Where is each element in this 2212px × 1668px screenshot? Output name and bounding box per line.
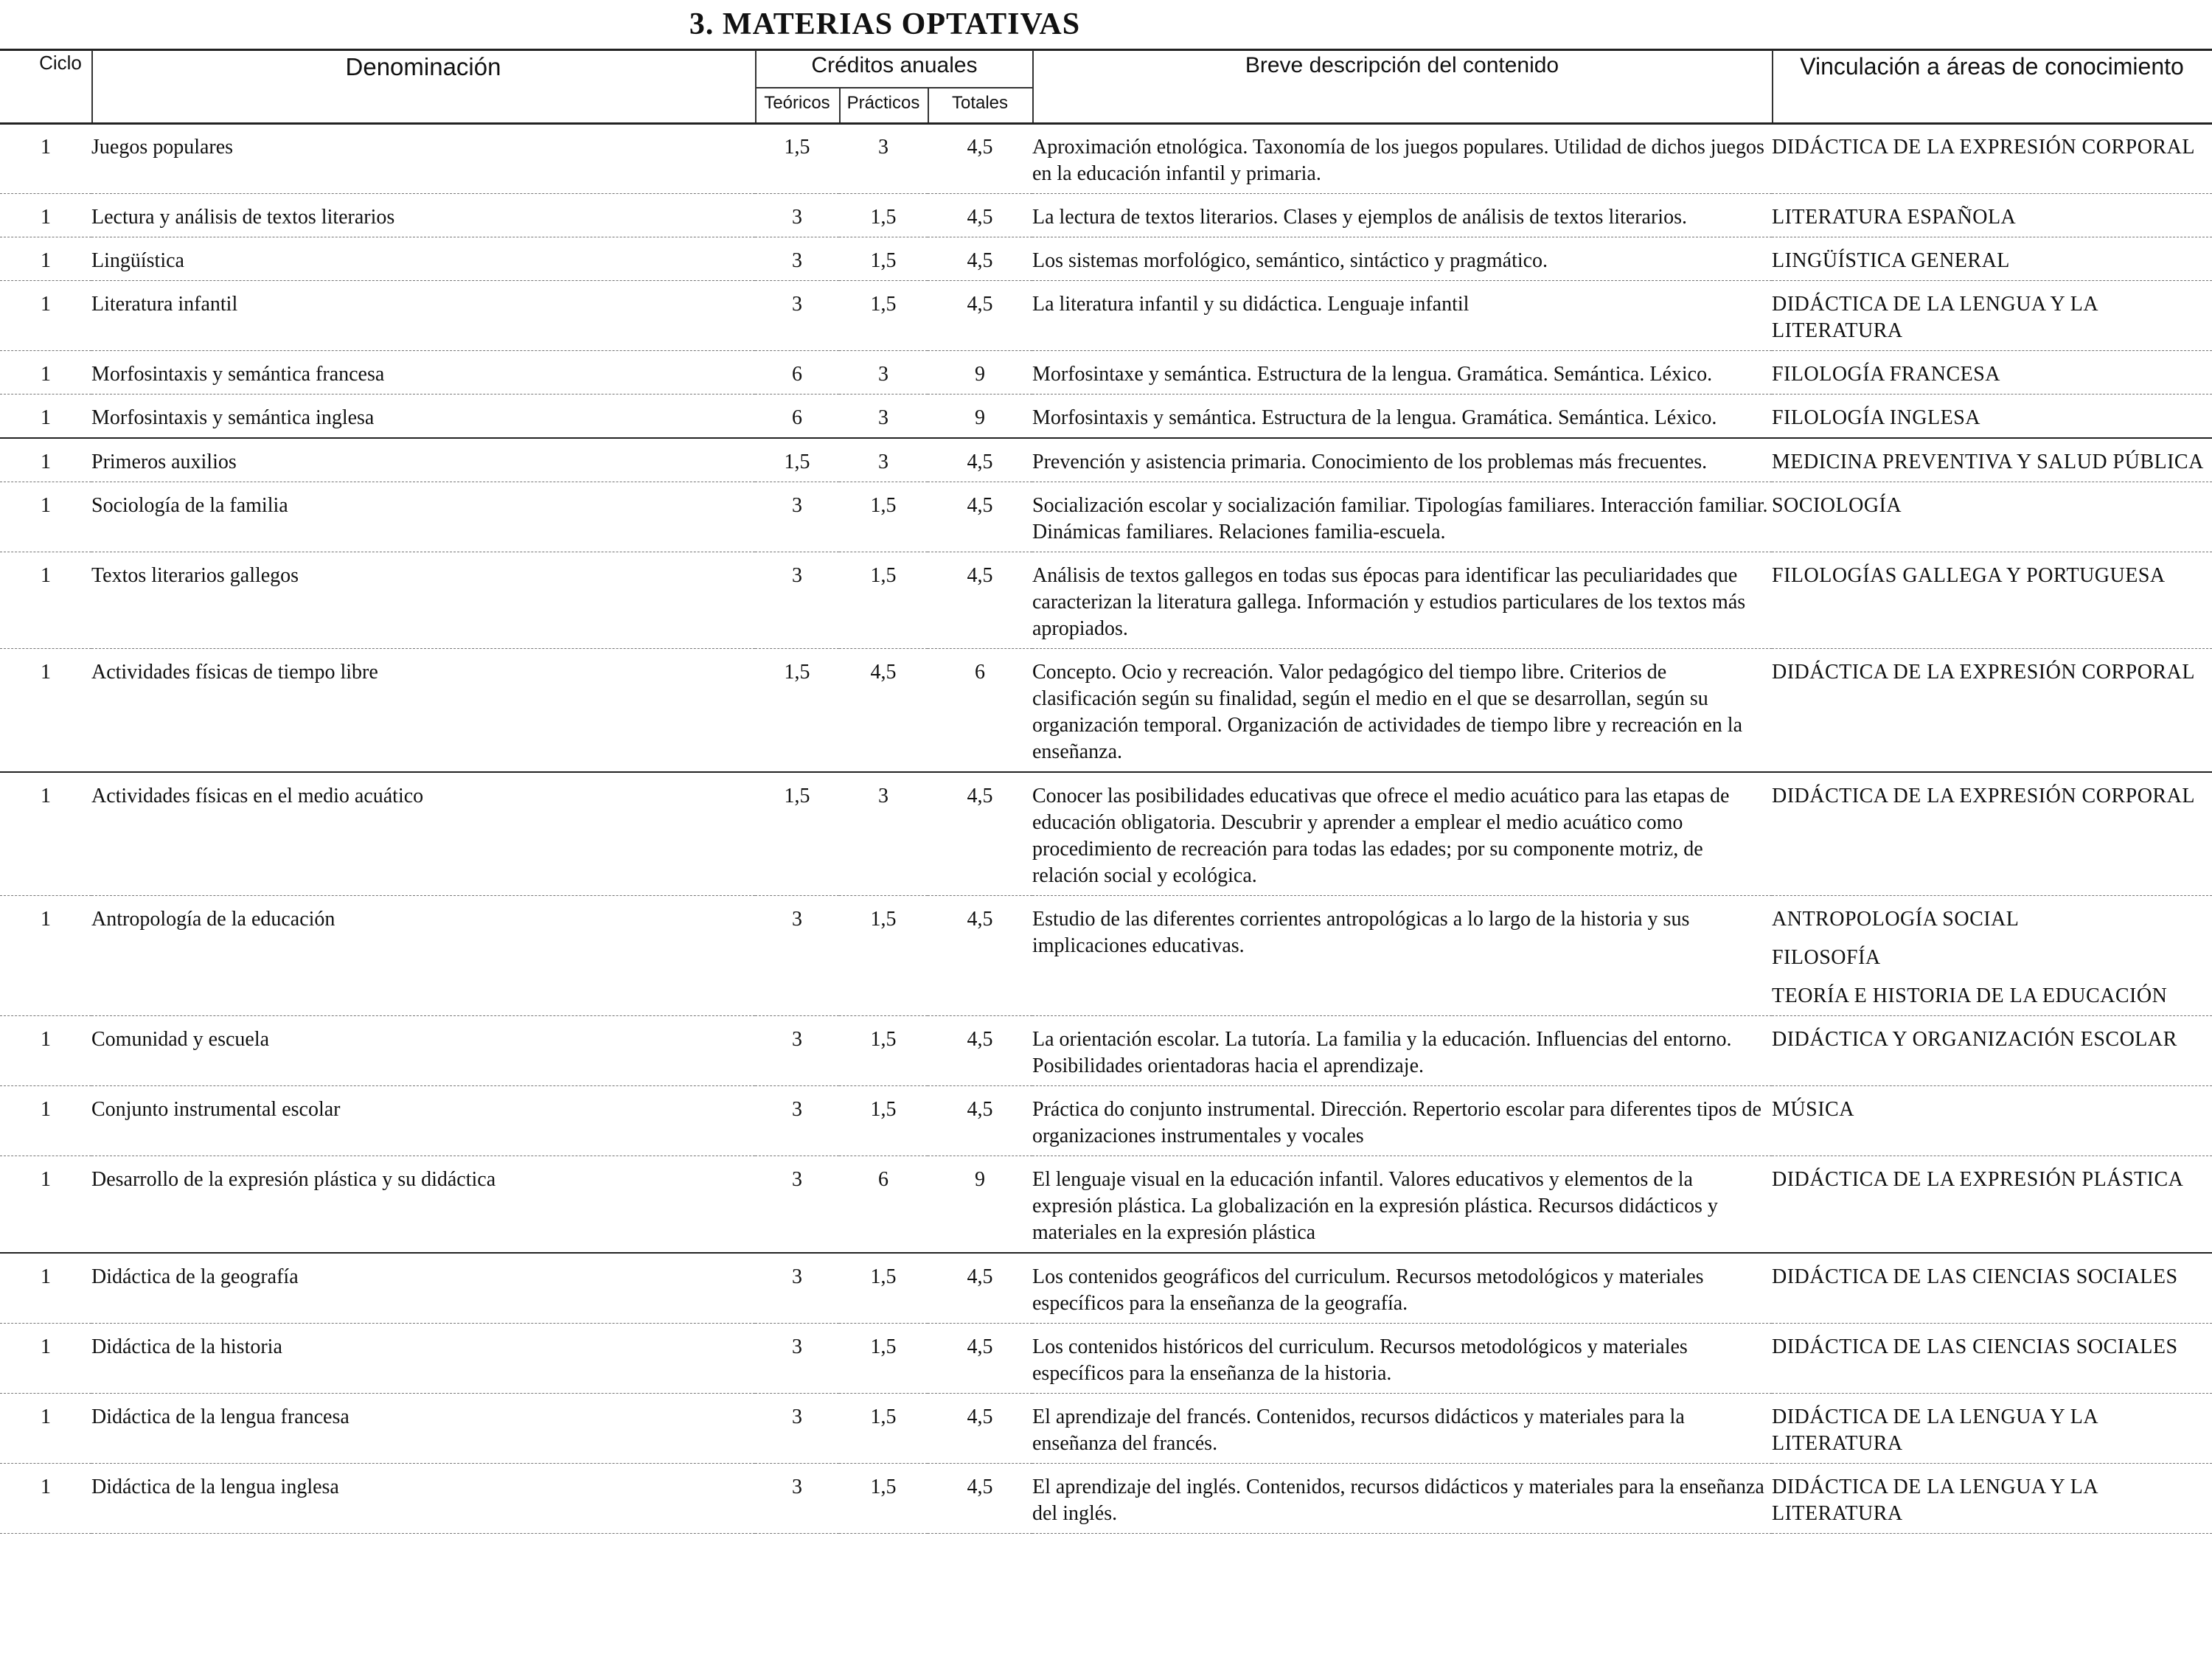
ciclo-cell: 1 — [41, 451, 51, 473]
area-label: DIDÁCTICA DE LA LENGUA Y LA LITERATURA — [1772, 1476, 2098, 1525]
practicos-cell: 1,5 — [870, 908, 897, 931]
table-row — [0, 552, 2212, 649]
area-label: DIDÁCTICA DE LA EXPRESIÓN CORPORAL — [1772, 785, 2195, 807]
description-cell: Conocer las posibilidades educativas que ofrece el medio acuático para las etapas de educación obligatoria. Descubrir y aprender a emplear el medio acuático como procedimiento de recreación para todas las edades; por su componente motriz, de relación social y ecológica. — [1032, 785, 1730, 887]
subjects-table-body — [0, 124, 2212, 1534]
teoricos-cell: 3 — [792, 564, 802, 587]
table-row — [0, 1464, 2212, 1534]
area-cell — [1772, 1016, 2212, 1086]
area-cell — [1772, 896, 2212, 1016]
ciclo-cell: 1 — [41, 1168, 51, 1191]
table-row — [0, 896, 2212, 1016]
table-row — [0, 351, 2212, 395]
teoricos-cell: 1,5 — [784, 785, 810, 807]
totales-cell: 4,5 — [967, 249, 993, 272]
description-cell: Los contenidos geográficos del curriculum. Recursos metodológicos y materiales específicos para la enseñanza de la geografía. — [1032, 1265, 1704, 1315]
area-label: ANTROPOLOGÍA SOCIAL — [1772, 908, 2020, 931]
description-cell: Práctica do conjunto instrumental. Dirección. Repertorio escolar para diferentes tipos de organizaciones instrumentales y vocales — [1032, 1098, 1761, 1147]
area-cell — [1772, 281, 2212, 351]
totales-cell: 4,5 — [967, 1405, 993, 1428]
practicos-cell: 3 — [878, 363, 888, 386]
ciclo-cell: 1 — [41, 908, 51, 931]
header-teoricos: Teóricos — [764, 93, 830, 113]
practicos-cell: 1,5 — [870, 1028, 897, 1051]
area-cell — [1772, 1464, 2212, 1534]
table-row — [0, 772, 2212, 896]
table-row — [0, 194, 2212, 237]
teoricos-cell: 3 — [792, 494, 802, 517]
subject-name-cell: Didáctica de la geografía — [91, 1265, 299, 1288]
teoricos-cell: 3 — [792, 1028, 802, 1051]
teoricos-cell: 3 — [792, 1476, 802, 1498]
practicos-cell: 1,5 — [870, 1098, 897, 1121]
area-cell — [1772, 438, 2212, 482]
area-label: DIDÁCTICA DE LA LENGUA Y LA LITERATURA — [1772, 293, 2098, 342]
page-title: 3. MATERIAS OPTATIVAS — [689, 7, 1081, 41]
practicos-cell: 3 — [878, 451, 888, 473]
area-label: LITERATURA ESPAÑOLA — [1772, 206, 2017, 229]
totales-cell: 4,5 — [967, 1098, 993, 1121]
teoricos-cell: 3 — [792, 1168, 802, 1191]
description-cell: Estudio de las diferentes corrientes antropológicas a lo largo de la historia y sus implicaciones educativas. — [1032, 908, 1690, 957]
totales-cell: 6 — [975, 661, 985, 684]
practicos-cell: 1,5 — [870, 1476, 897, 1498]
practicos-cell: 1,5 — [870, 206, 897, 229]
area-label: FILOLOGÍA FRANCESA — [1772, 363, 2001, 386]
table-row — [0, 1086, 2212, 1156]
ciclo-cell: 1 — [41, 1265, 51, 1288]
totales-cell: 4,5 — [967, 293, 993, 316]
practicos-cell: 1,5 — [870, 1405, 897, 1428]
ciclo-cell: 1 — [41, 1476, 51, 1498]
area-label: DIDÁCTICA DE LA LENGUA Y LA LITERATURA — [1772, 1405, 2098, 1455]
practicos-cell: 3 — [878, 785, 888, 807]
practicos-cell: 1,5 — [870, 249, 897, 272]
totales-cell: 4,5 — [967, 1265, 993, 1288]
area-cell — [1772, 482, 2212, 552]
subject-name-cell: Didáctica de la historia — [91, 1335, 282, 1358]
teoricos-cell: 3 — [792, 908, 802, 931]
description-cell: Los contenidos históricos del curriculum. Recursos metodológicos y materiales específicos para la enseñanza de la historia. — [1032, 1335, 1688, 1385]
description-cell: El aprendizaje del inglés. Contenidos, recursos didácticos y materiales para la enseñanza del inglés. — [1032, 1476, 1764, 1525]
subject-name-cell: Lingüística — [91, 249, 184, 272]
teoricos-cell: 1,5 — [784, 661, 810, 684]
subject-name-cell: Morfosintaxis y semántica inglesa — [91, 406, 375, 429]
teoricos-cell: 3 — [792, 1265, 802, 1288]
subject-name-cell: Textos literarios gallegos — [91, 564, 299, 587]
table-row — [0, 482, 2212, 552]
subject-name-cell: Actividades físicas en el medio acuático — [91, 785, 424, 807]
table-row — [0, 395, 2212, 439]
area-cell — [1772, 552, 2212, 649]
area-cell — [1772, 1156, 2212, 1254]
header-denominacion: Denominación — [345, 53, 501, 80]
area-label: DIDÁCTICA DE LAS CIENCIAS SOCIALES — [1772, 1265, 2178, 1288]
teoricos-cell: 3 — [792, 1098, 802, 1121]
description-cell: Concepto. Ocio y recreación. Valor pedagógico del tiempo libre. Criterios de clasificación según su finalidad, según el medio en el que se desarrollan, según su organización temporal. Organización de actividades de tiempo libre y recreación en la enseñanza. — [1032, 661, 1742, 763]
table-row — [0, 1253, 2212, 1324]
table-row — [0, 1156, 2212, 1254]
totales-cell: 9 — [975, 363, 985, 386]
totales-cell: 4,5 — [967, 785, 993, 807]
teoricos-cell: 3 — [792, 206, 802, 229]
totales-cell: 4,5 — [967, 1028, 993, 1051]
teoricos-cell: 6 — [792, 363, 802, 386]
description-cell: Morfosintaxe y semántica. Estructura de la lengua. Gramática. Semántica. Léxico. — [1032, 363, 1713, 386]
teoricos-cell: 1,5 — [784, 136, 810, 159]
table-row — [0, 438, 2212, 482]
subject-name-cell: Juegos populares — [91, 136, 234, 159]
ciclo-cell: 1 — [41, 136, 51, 159]
header-vinculacion: Vinculación a áreas de conocimiento — [1800, 53, 2184, 80]
area-cell — [1772, 395, 2212, 439]
subject-name-cell: Morfosintaxis y semántica francesa — [91, 363, 385, 386]
area-cell — [1772, 351, 2212, 395]
area-label: DIDÁCTICA DE LA EXPRESIÓN CORPORAL — [1772, 136, 2195, 159]
header-creditos: Créditos anuales — [811, 53, 978, 77]
subject-name-cell: Comunidad y escuela — [91, 1028, 270, 1051]
table-row — [0, 649, 2212, 773]
header-totales: Totales — [951, 93, 1009, 113]
subject-name-cell: Primeros auxilios — [91, 451, 237, 473]
subject-name-cell: Conjunto instrumental escolar — [91, 1098, 341, 1121]
area-label: SOCIOLOGÍA — [1772, 494, 1902, 517]
practicos-cell: 4,5 — [870, 661, 897, 684]
subject-name-cell: Antropología de la educación — [91, 908, 335, 931]
practicos-cell: 1,5 — [870, 564, 897, 587]
area-label: DIDÁCTICA DE LA EXPRESIÓN CORPORAL — [1772, 661, 2195, 684]
description-cell: La lectura de textos literarios. Clases y ejemplos de análisis de textos literarios. — [1032, 206, 1687, 229]
subject-name-cell: Lectura y análisis de textos literarios — [91, 206, 395, 229]
header-top-rule — [0, 49, 2212, 51]
teoricos-cell: 3 — [792, 249, 802, 272]
description-cell: Socialización escolar y socialización familiar. Tipologías familiares. Interacción familiar. Dinámicas familiares. Relaciones familia-escuela. — [1032, 494, 1768, 543]
subjects-table — [0, 124, 2212, 1534]
ciclo-cell: 1 — [41, 494, 51, 517]
area-cell — [1772, 772, 2212, 896]
ciclo-cell: 1 — [41, 1405, 51, 1428]
ciclo-cell: 1 — [41, 249, 51, 272]
table-row — [0, 1394, 2212, 1464]
ciclo-cell: 1 — [41, 363, 51, 386]
table-row — [0, 1324, 2212, 1394]
subject-name-cell: Desarrollo de la expresión plástica y su didáctica — [91, 1168, 496, 1191]
description-cell: El lenguaje visual en la educación infantil. Valores educativos y elementos de la expresión plástica. La globalización en la expresión plástica. Recursos didácticos y materiales en la expresión plástica — [1032, 1168, 1718, 1244]
subject-name-cell: Didáctica de la lengua francesa — [91, 1405, 349, 1428]
teoricos-cell: 3 — [792, 1405, 802, 1428]
totales-cell: 4,5 — [967, 1335, 993, 1358]
subject-name-cell: Sociología de la familia — [91, 494, 288, 517]
area-label: LINGÜÍSTICA GENERAL — [1772, 249, 2010, 272]
ciclo-cell: 1 — [41, 1098, 51, 1121]
header-subdivider — [755, 87, 1034, 88]
area-label: DIDÁCTICA DE LAS CIENCIAS SOCIALES — [1772, 1335, 2178, 1358]
subject-name-cell: Actividades físicas de tiempo libre — [91, 661, 378, 684]
subject-name-cell: Literatura infantil — [91, 293, 238, 316]
totales-cell: 4,5 — [967, 1476, 993, 1498]
ciclo-cell: 1 — [41, 293, 51, 316]
ciclo-cell: 1 — [41, 661, 51, 684]
totales-cell: 4,5 — [967, 451, 993, 473]
area-label: MEDICINA PREVENTIVA Y SALUD PÚBLICA — [1772, 451, 2204, 473]
practicos-cell: 1,5 — [870, 1335, 897, 1358]
ciclo-cell: 1 — [41, 1335, 51, 1358]
area-label: FILOLOGÍAS GALLEGA Y PORTUGUESA — [1772, 564, 2166, 587]
description-cell: Los sistemas morfológico, semántico, sintáctico y pragmático. — [1032, 249, 1548, 272]
totales-cell: 4,5 — [967, 564, 993, 587]
area-label: TEORÍA E HISTORIA DE LA EDUCACIÓN — [1772, 984, 2168, 1007]
teoricos-cell: 3 — [792, 1335, 802, 1358]
description-cell: El aprendizaje del francés. Contenidos, recursos didácticos y materiales para la enseñanza del francés. — [1032, 1405, 1685, 1455]
ciclo-cell: 1 — [41, 564, 51, 587]
totales-cell: 4,5 — [967, 494, 993, 517]
area-cell — [1772, 649, 2212, 773]
description-cell: Análisis de textos gallegos en todas sus épocas para identificar las peculiaridades que caracterizan la literatura gallega. Información y estudios particulares de los textos más apropiados. — [1032, 564, 1746, 640]
ciclo-cell: 1 — [41, 785, 51, 807]
table-row — [0, 124, 2212, 194]
area-label: DIDÁCTICA Y ORGANIZACIÓN ESCOLAR — [1772, 1028, 2177, 1051]
description-cell: Prevención y asistencia primaria. Conocimiento de los problemas más frecuentes. — [1032, 451, 1708, 473]
practicos-cell: 3 — [878, 406, 888, 429]
totales-cell: 4,5 — [967, 136, 993, 159]
totales-cell: 9 — [975, 406, 985, 429]
ciclo-cell: 1 — [41, 406, 51, 429]
table-row — [0, 281, 2212, 351]
practicos-cell: 1,5 — [870, 1265, 897, 1288]
description-cell: La literatura infantil y su didáctica. Lenguaje infantil — [1032, 293, 1470, 316]
table-row — [0, 237, 2212, 281]
description-cell: La orientación escolar. La tutoría. La familia y la educación. Influencias del entorno. Posibilidades orientadoras hacia el aprendizaje. — [1032, 1028, 1732, 1077]
totales-cell: 9 — [975, 1168, 985, 1191]
teoricos-cell: 1,5 — [784, 451, 810, 473]
teoricos-cell: 6 — [792, 406, 802, 429]
totales-cell: 4,5 — [967, 908, 993, 931]
table-row — [0, 1016, 2212, 1086]
header-ciclo: Ciclo — [39, 52, 82, 74]
practicos-cell: 1,5 — [870, 293, 897, 316]
teoricos-cell: 3 — [792, 293, 802, 316]
area-label: MÚSICA — [1772, 1098, 1854, 1121]
description-cell: Morfosintaxis y semántica. Estructura de la lengua. Gramática. Semántica. Léxico. — [1032, 406, 1717, 429]
practicos-cell: 3 — [878, 136, 888, 159]
area-cell — [1772, 194, 2212, 237]
practicos-cell: 6 — [878, 1168, 888, 1191]
totales-cell: 4,5 — [967, 206, 993, 229]
practicos-cell: 1,5 — [870, 494, 897, 517]
area-label: FILOLOGÍA INGLESA — [1772, 406, 1981, 429]
ciclo-cell: 1 — [41, 1028, 51, 1051]
ciclo-cell: 1 — [41, 206, 51, 229]
area-cell — [1772, 1394, 2212, 1464]
subject-name-cell: Didáctica de la lengua inglesa — [91, 1476, 339, 1498]
area-cell — [1772, 237, 2212, 281]
area-cell — [1772, 1086, 2212, 1156]
area-cell — [1772, 1253, 2212, 1324]
area-label: FILOSOFÍA — [1772, 946, 1881, 969]
description-cell: Aproximación etnológica. Taxonomía de los juegos populares. Utilidad de dichos juegos en la educación infantil y primaria. — [1032, 136, 1764, 185]
header-descripcion: Breve descripción del contenido — [1245, 53, 1559, 77]
area-label: DIDÁCTICA DE LA EXPRESIÓN PLÁSTICA — [1772, 1168, 2184, 1191]
area-cell — [1772, 1324, 2212, 1394]
header-practicos: Prácticos — [846, 93, 920, 113]
area-cell — [1772, 124, 2212, 194]
